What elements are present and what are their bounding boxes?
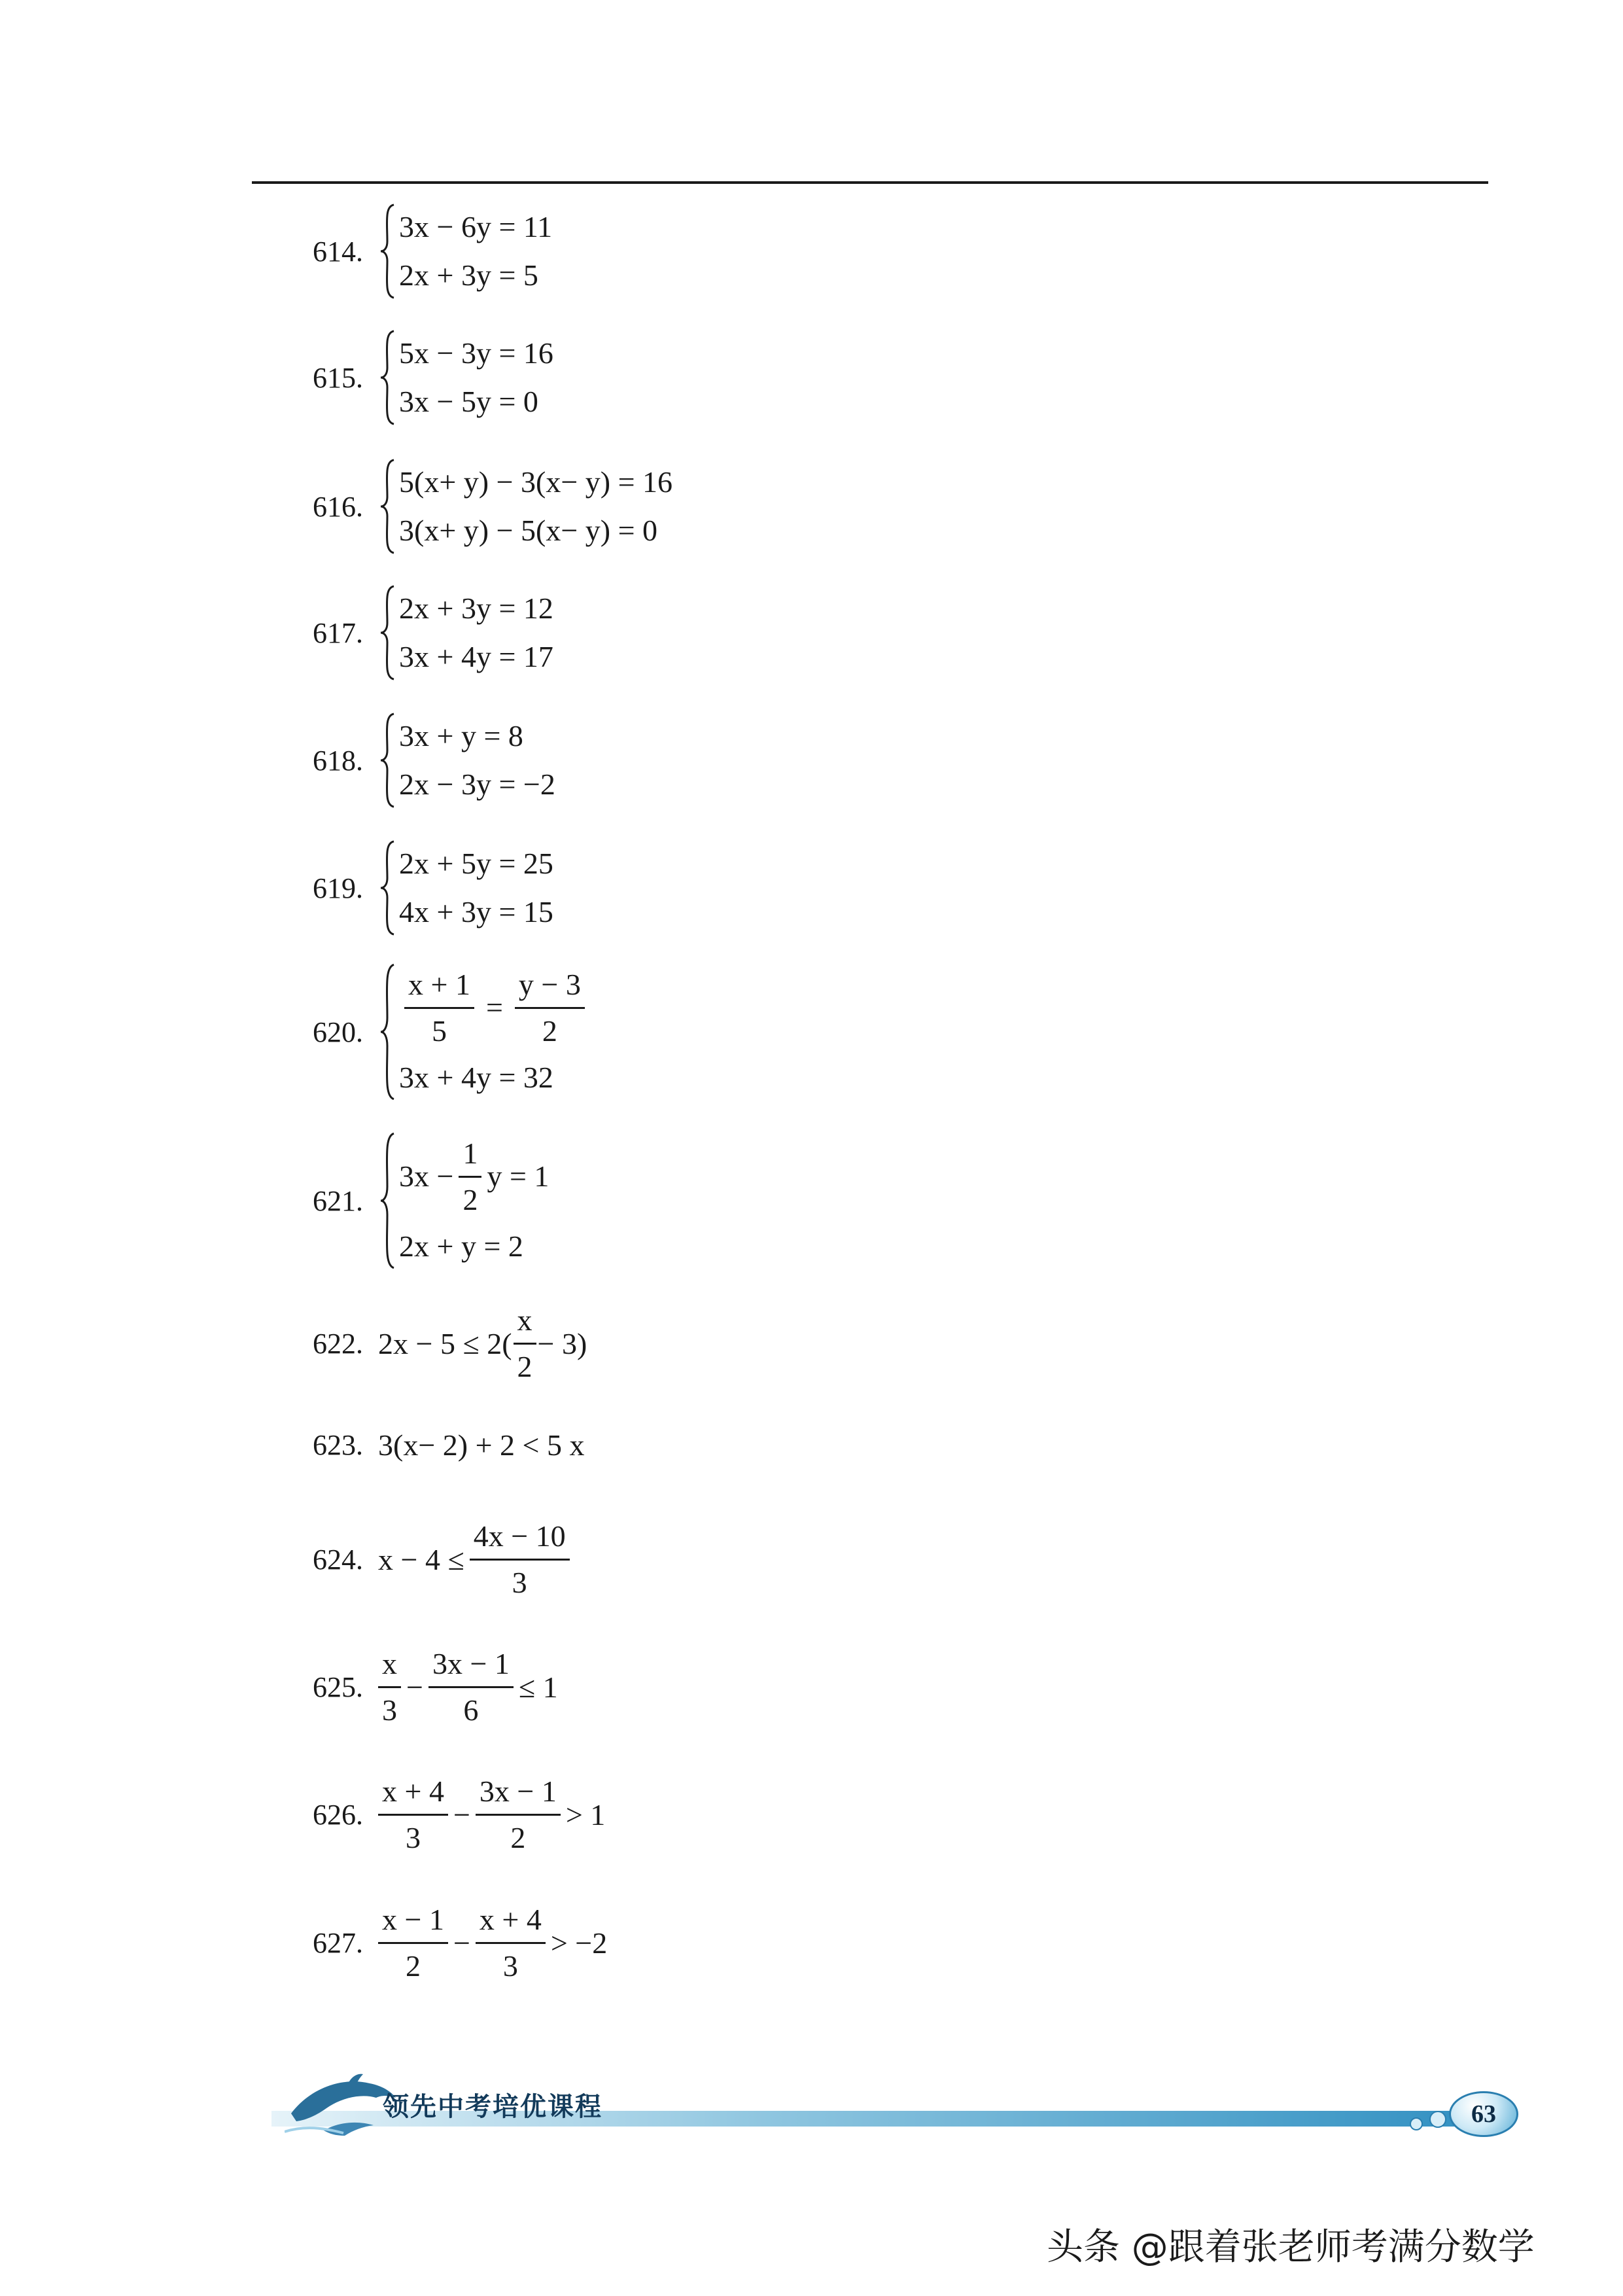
- expression-part: − 3): [537, 1327, 587, 1360]
- fraction: [476, 1773, 561, 1856]
- equation-line: 4x + 3y = 15: [399, 895, 553, 928]
- page-footer: [258, 2068, 1531, 2146]
- equation-line: 2x − 3y = −2: [399, 768, 555, 801]
- problem-627: [313, 1901, 607, 1985]
- expression-part: > −2: [550, 1926, 608, 1960]
- denominator: 6: [463, 1693, 479, 1727]
- left-brace-icon: [378, 839, 396, 936]
- equation-line: 2x + 5y = 25: [399, 847, 553, 880]
- problem-number: 625.: [313, 1671, 363, 1703]
- equation-line: 3x + 4y = 32: [399, 1061, 553, 1094]
- problem-number: 627.: [313, 1927, 363, 1959]
- problem-616: [313, 458, 672, 555]
- denominator: 2: [462, 1182, 478, 1216]
- problem-617: [313, 584, 553, 681]
- equation-line: 3x + 4y = 17: [399, 640, 553, 673]
- equation-line: 2x + 3y = 12: [399, 592, 553, 625]
- bubble-icon: [1410, 2117, 1423, 2130]
- numerator: x: [514, 1302, 536, 1345]
- denominator: 5: [431, 1014, 447, 1048]
- page-number: 63: [1471, 2100, 1496, 2128]
- denominator: 3: [405, 1821, 421, 1854]
- watermark: 头条 @跟着张老师考满分数学: [1047, 2226, 1535, 2269]
- problem-number: 614.: [313, 235, 363, 268]
- left-brace-icon: [378, 1131, 396, 1271]
- equation-line: 2x + y = 2: [399, 1229, 523, 1263]
- problem-number: 626.: [313, 1799, 363, 1831]
- problem-615: [313, 329, 553, 426]
- denominator: 2: [405, 1949, 421, 1983]
- problem-614: [313, 203, 552, 300]
- numerator: 3x − 1: [428, 1646, 514, 1688]
- equation-system: [378, 1131, 549, 1271]
- expression-part: 3x −: [399, 1159, 454, 1193]
- left-brace-icon: [378, 458, 396, 555]
- denominator: 2: [517, 1350, 532, 1383]
- equation-system: [378, 329, 553, 426]
- problem-620: [313, 962, 590, 1102]
- left-brace-icon: [378, 329, 396, 426]
- fraction: [470, 1518, 570, 1601]
- inequality: [378, 1901, 607, 1985]
- numerator: 4x − 10: [470, 1518, 570, 1561]
- problem-619: [313, 839, 553, 936]
- expression-part: x − 4 ≤: [378, 1543, 464, 1576]
- problem-number: 616.: [313, 490, 363, 523]
- problem-number: 618.: [313, 744, 363, 777]
- fraction: [378, 1646, 401, 1729]
- series-title: 领先中考培优课程: [383, 2092, 602, 2122]
- equation-line: [399, 962, 590, 1053]
- problem-number: 619.: [313, 872, 363, 904]
- denominator: 3: [382, 1693, 397, 1727]
- equation-line: 3x − 6y = 11: [399, 210, 553, 243]
- numerator: x: [378, 1646, 401, 1688]
- problem-621: [313, 1131, 549, 1271]
- fraction: [476, 1901, 546, 1985]
- fraction: [459, 1135, 481, 1218]
- numerator: x + 4: [476, 1901, 546, 1944]
- problem-number: 615.: [313, 361, 363, 394]
- denominator: 3: [502, 1949, 518, 1983]
- equation-line: 2x + 3y = 5: [399, 258, 538, 292]
- inequality: [378, 1302, 587, 1385]
- header-rule: [252, 181, 1488, 184]
- problem-number: 621.: [313, 1184, 363, 1217]
- equation-line: 5x − 3y = 16: [399, 336, 553, 370]
- left-brace-icon: [378, 712, 396, 809]
- operator: −: [453, 1926, 470, 1960]
- equation-system: [378, 203, 552, 300]
- inequality: 3(x− 2) + 2 < 5 x: [378, 1428, 585, 1462]
- problem-number: 620.: [313, 1016, 363, 1048]
- left-brace-icon: [378, 203, 396, 300]
- left-brace-icon: [378, 962, 396, 1102]
- fraction: [515, 966, 585, 1050]
- problem-626: [313, 1773, 605, 1856]
- inequality: [378, 1646, 558, 1729]
- equation-system: [378, 584, 553, 681]
- problem-622: [313, 1302, 587, 1385]
- inequality: [378, 1773, 605, 1856]
- equation-system: [378, 839, 553, 936]
- equation-line: 3(x+ y) − 5(x− y) = 0: [399, 514, 658, 547]
- expression-part: y = 1: [487, 1159, 550, 1193]
- equation-system: [378, 458, 672, 555]
- page-number-badge: [1449, 2091, 1518, 2137]
- equation-line: 3x + y = 8: [399, 719, 523, 752]
- fraction: [514, 1302, 536, 1385]
- problem-number: 623.: [313, 1429, 363, 1461]
- problem-624: [313, 1518, 575, 1601]
- expression-part: 2x − 5 ≤ 2(: [378, 1327, 512, 1360]
- numerator: 3x − 1: [476, 1773, 561, 1816]
- problem-618: [313, 712, 555, 809]
- problem-number: 617.: [313, 616, 363, 649]
- left-brace-icon: [378, 584, 396, 681]
- numerator: x + 4: [378, 1773, 448, 1816]
- numerator: x − 1: [378, 1901, 448, 1944]
- equation-line: 3x − 5y = 0: [399, 385, 538, 418]
- numerator: y − 3: [515, 966, 585, 1009]
- problem-number: 624.: [313, 1544, 363, 1576]
- equals-sign: =: [485, 991, 503, 1024]
- equation-line: 5(x+ y) − 3(x− y) = 16: [399, 465, 673, 499]
- equation-line: [399, 1131, 549, 1222]
- inequality: [378, 1518, 575, 1601]
- operator: −: [406, 1670, 423, 1704]
- expression-part: > 1: [565, 1798, 606, 1831]
- expression-part: ≤ 1: [518, 1670, 558, 1704]
- denominator: 2: [542, 1014, 557, 1048]
- denominator: 2: [510, 1821, 526, 1854]
- denominator: 3: [512, 1566, 527, 1599]
- numerator: 1: [459, 1135, 481, 1178]
- operator: −: [453, 1798, 470, 1831]
- fraction: [404, 966, 474, 1050]
- problem-625: [313, 1646, 558, 1729]
- equation-system: [378, 712, 555, 809]
- fraction: [378, 1901, 448, 1985]
- fraction: [378, 1773, 448, 1856]
- equation-system: [378, 962, 590, 1102]
- numerator: x + 1: [404, 966, 474, 1009]
- fraction: [428, 1646, 514, 1729]
- problem-number: 622.: [313, 1328, 363, 1360]
- bubble-icon: [1429, 2111, 1446, 2128]
- problem-623: [313, 1428, 584, 1462]
